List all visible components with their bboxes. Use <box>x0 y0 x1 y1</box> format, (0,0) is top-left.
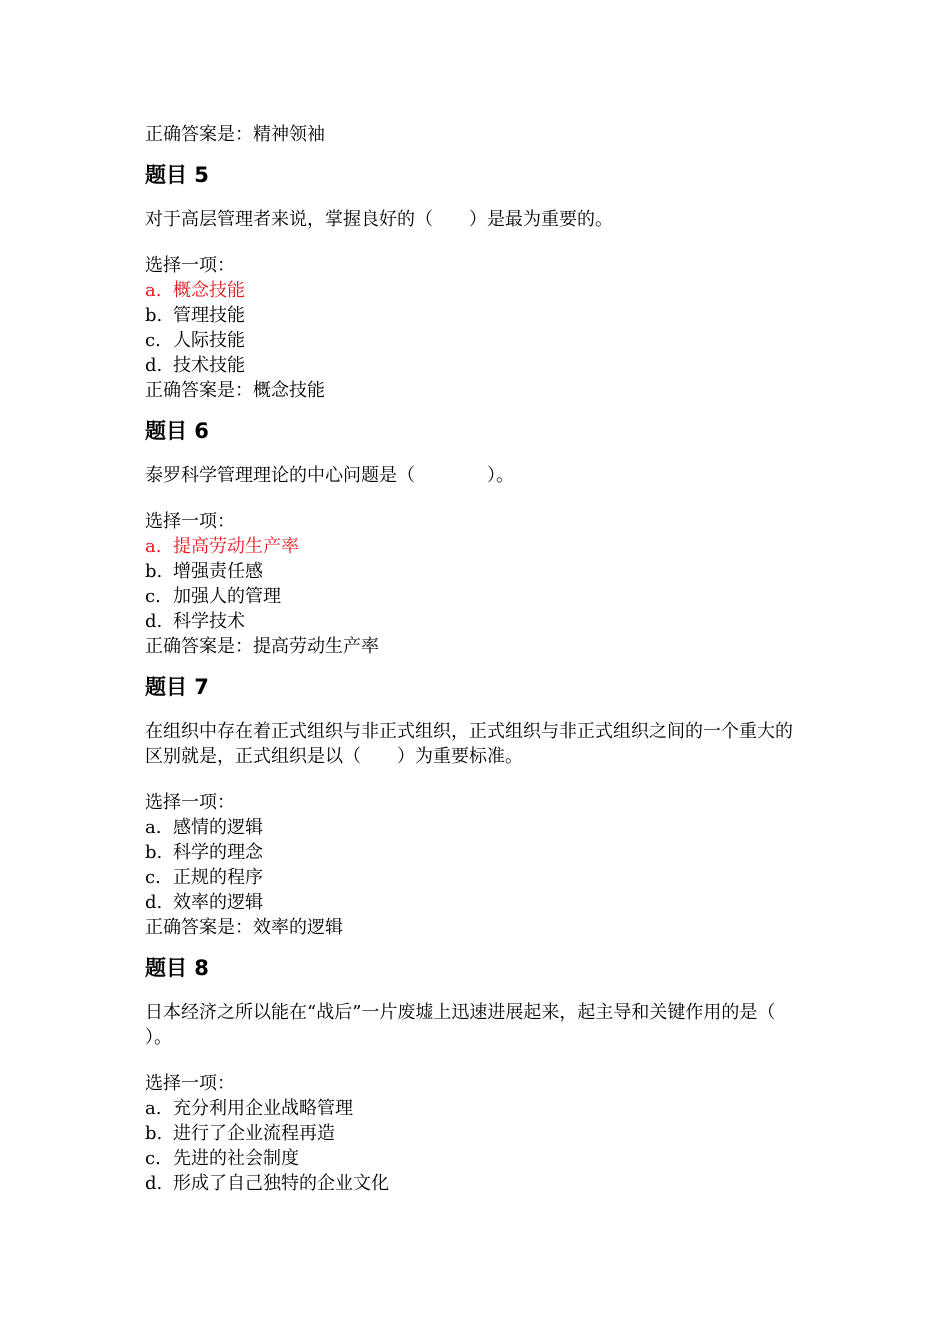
option-a[interactable] <box>145 534 805 559</box>
option-text: 效率的逻辑 <box>173 892 263 913</box>
choose-one-prompt: 选择一项： <box>145 792 235 813</box>
option-letter: a. <box>145 536 162 557</box>
previous-correct-answer: 正确答案是：精神领袖 <box>145 124 325 145</box>
option-text: 感情的逻辑 <box>173 817 263 838</box>
option-letter: b. <box>145 842 163 863</box>
option-b[interactable] <box>145 840 805 865</box>
option-letter: c. <box>145 1148 161 1169</box>
option-text: 充分利用企业战略管理 <box>173 1098 353 1119</box>
option-letter: a. <box>145 280 162 301</box>
option-letter: a. <box>145 817 162 838</box>
question-block-7 <box>145 673 805 940</box>
question-stem: 对于高层管理者来说，掌握良好的（ ）是最为重要的。 <box>145 209 613 230</box>
option-text: 提高劳动生产率 <box>173 536 299 557</box>
question-stem: 泰罗科学管理理论的中心问题是（ ）。 <box>145 465 514 486</box>
option-a[interactable] <box>145 1096 805 1121</box>
choose-one-prompt: 选择一项： <box>145 511 235 532</box>
option-letter: c. <box>145 330 161 351</box>
option-text: 进行了企业流程再造 <box>173 1123 335 1144</box>
option-text: 形成了自己独特的企业文化 <box>173 1173 389 1194</box>
option-a[interactable] <box>145 815 805 840</box>
option-text: 科学的理念 <box>173 842 263 863</box>
option-letter: c. <box>145 586 161 607</box>
option-text: 人际技能 <box>173 330 245 351</box>
choose-one-prompt: 选择一项： <box>145 1073 235 1094</box>
question-heading: 题目 5 <box>145 163 209 187</box>
option-d[interactable] <box>145 1171 805 1196</box>
option-letter: d. <box>145 355 163 376</box>
option-c[interactable] <box>145 584 805 609</box>
option-c[interactable] <box>145 1146 805 1171</box>
quiz-page <box>145 122 805 1196</box>
question-block-8 <box>145 954 805 1196</box>
option-letter: b. <box>145 561 163 582</box>
correct-answer: 正确答案是：效率的逻辑 <box>145 917 343 938</box>
choose-one-prompt: 选择一项： <box>145 255 235 276</box>
question-heading: 题目 8 <box>145 956 209 980</box>
option-text: 管理技能 <box>173 305 245 326</box>
option-d[interactable] <box>145 890 805 915</box>
correct-answer: 正确答案是：概念技能 <box>145 380 325 401</box>
option-text: 科学技术 <box>173 611 245 632</box>
question-block-5 <box>145 161 805 403</box>
option-letter: d. <box>145 892 163 913</box>
option-c[interactable] <box>145 328 805 353</box>
option-text: 先进的社会制度 <box>173 1148 299 1169</box>
option-letter: a. <box>145 1098 162 1119</box>
option-d[interactable] <box>145 609 805 634</box>
correct-answer: 正确答案是：提高劳动生产率 <box>145 636 379 657</box>
question-stem: 在组织中存在着正式组织与非正式组织，正式组织与非正式组织之间的一个重大的区别就是，正式组织是以（ ）为重要标准。 <box>145 721 793 767</box>
option-text: 概念技能 <box>173 280 245 301</box>
option-a[interactable] <box>145 278 805 303</box>
option-b[interactable] <box>145 303 805 328</box>
option-text: 加强人的管理 <box>173 586 281 607</box>
option-letter: c. <box>145 867 161 888</box>
question-heading: 题目 7 <box>145 675 209 699</box>
option-text: 技术技能 <box>173 355 245 376</box>
option-b[interactable] <box>145 1121 805 1146</box>
option-letter: d. <box>145 1173 163 1194</box>
option-text: 正规的程序 <box>173 867 263 888</box>
option-d[interactable] <box>145 353 805 378</box>
option-letter: b. <box>145 305 163 326</box>
question-stem: 日本经济之所以能在“战后”一片废墟上迅速进展起来，起主导和关键作用的是（ ）。 <box>145 1002 776 1048</box>
option-b[interactable] <box>145 559 805 584</box>
option-c[interactable] <box>145 865 805 890</box>
question-block-6 <box>145 417 805 659</box>
option-text: 增强责任感 <box>173 561 263 582</box>
option-letter: d. <box>145 611 163 632</box>
question-heading: 题目 6 <box>145 419 209 443</box>
option-letter: b. <box>145 1123 163 1144</box>
